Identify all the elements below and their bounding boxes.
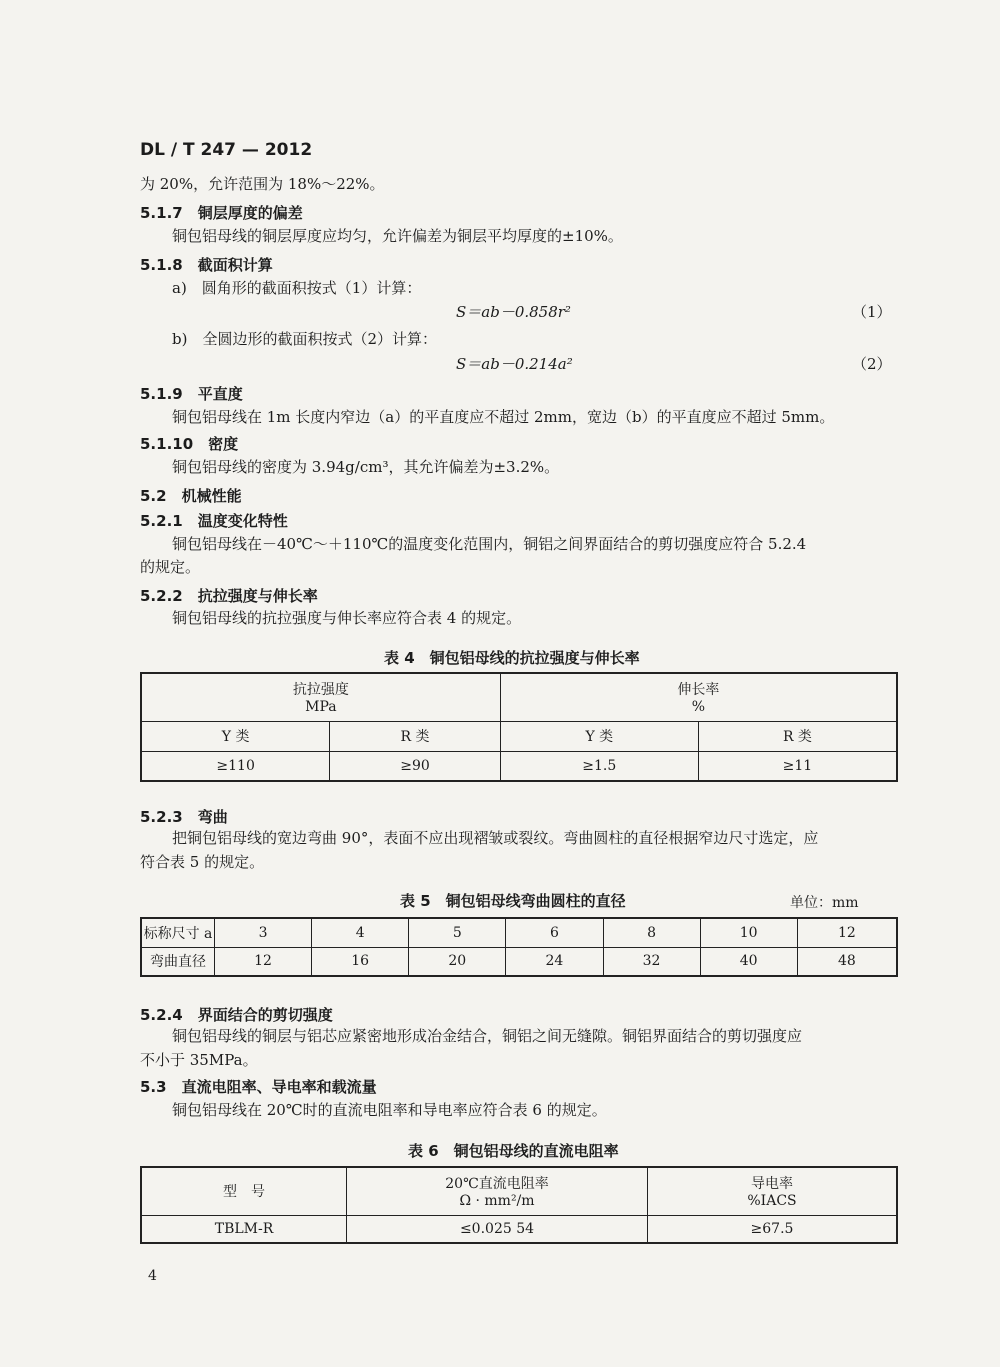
table-cell: 10 [700,918,797,947]
section-5-2-4-body-line2: 不小于 35MPa。 [140,1051,258,1069]
equation-number-1: （1） [852,303,892,321]
header-text: 抗拉强度 [292,682,349,699]
section-5-2-2-heading: 5.2.2 抗拉强度与伸长率 [140,587,318,605]
table-4 [140,672,898,782]
section-5-2-3-body-line1: 把铜包铝母线的宽边弯曲 90°，表面不应出现褶皱或裂纹。弯曲圆柱的直径根据窄边尺寸选定，应 [172,829,819,847]
table-5-caption: 表 5 铜包铝母线弯曲圆柱的直径 [400,892,626,910]
table-cell: Y 类 [141,721,330,751]
table-cell: 3 [215,918,312,947]
page-number: 4 [148,1268,157,1284]
section-5-1-8-heading: 5.1.8 截面积计算 [140,256,273,274]
table-cell: 6 [506,918,603,947]
paragraph-continuation: 为 20%，允许范围为 18%～22%。 [140,175,385,193]
section-5-1-10-body: 铜包铝母线的密度为 3.94g/cm³，其允许偏差为±3.2%。 [172,458,560,476]
table-6-caption: 表 6 铜包铝母线的直流电阻率 [408,1142,619,1160]
section-5-3-heading: 5.3 直流电阻率、导电率和载流量 [140,1078,377,1096]
header-unit: %IACS [747,1193,797,1210]
table-cell: 5 [409,918,506,947]
table-cell: 16 [312,947,409,976]
table-cell: R 类 [698,721,897,751]
header-text: 导电率 [751,1176,793,1193]
table-cell: ≥67.5 [648,1215,898,1243]
table-4-header-tensile [141,673,500,721]
table-6-header-model: 型 号 [141,1167,347,1215]
header-text: 20℃直流电阻率 [445,1176,549,1193]
table-cell: 40 [700,947,797,976]
section-5-1-10-heading: 5.1.10 密度 [140,435,239,453]
table-cell: TBLM-R [141,1215,347,1243]
table-row [141,751,897,781]
table-4-header-elongation [500,673,897,721]
table-cell: ≤0.025 54 [347,1215,648,1243]
document-code: DL / T 247 — 2012 [140,140,313,160]
table-cell: 4 [312,918,409,947]
table-cell: ≥11 [698,751,897,781]
table-6-header-resistivity [347,1167,648,1215]
table-cell: 12 [215,947,312,976]
table-cell: 20 [409,947,506,976]
table-row [141,1167,897,1215]
table-cell: ≥110 [141,751,330,781]
section-5-1-9-heading: 5.1.9 平直度 [140,385,243,403]
table-row [141,1215,897,1243]
header-unit: Ω · mm²/m [459,1193,535,1210]
table-4-caption: 表 4 铜包铝母线的抗拉强度与伸长率 [384,649,640,667]
section-5-1-7-body: 铜包铝母线的铜层厚度应均匀，允许偏差为铜层平均厚度的±10%。 [172,227,623,245]
table-row [141,721,897,751]
section-5-1-8-item-a: a) 圆角形的截面积按式（1）计算： [172,279,422,297]
section-5-1-7-heading: 5.1.7 铜层厚度的偏差 [140,204,303,222]
table-6 [140,1166,898,1244]
table-row [141,673,897,721]
table-5 [140,917,898,977]
formula-1: S＝ab－0.858r² [456,303,571,321]
table-5-unit: 单位：mm [790,895,859,911]
section-5-1-8-item-b: b) 全圆边形的截面积按式（2）计算： [172,330,437,348]
section-5-2-2-body: 铜包铝母线的抗拉强度与伸长率应符合表 4 的规定。 [172,609,522,627]
table-5-row-label: 标称尺寸 a [141,918,215,947]
section-5-2-heading: 5.2 机械性能 [140,487,242,505]
section-5-2-1-body-line1: 铜包铝母线在－40℃～＋110℃的温度变化范围内，铜铝之间界面结合的剪切强度应符合 5.2.4 [172,535,807,553]
table-cell: ≥1.5 [500,751,698,781]
table-row [141,918,897,947]
section-5-2-3-heading: 5.2.3 弯曲 [140,808,228,826]
table-cell: 8 [603,918,700,947]
section-5-2-4-heading: 5.2.4 界面结合的剪切强度 [140,1006,333,1024]
table-cell: 24 [506,947,603,976]
section-5-3-body: 铜包铝母线在 20℃时的直流电阻率和导电率应符合表 6 的规定。 [172,1101,607,1119]
header-text: 伸长率 [677,682,720,699]
table-cell: 12 [797,918,897,947]
header-unit: MPa [305,699,337,716]
section-5-1-9-body: 铜包铝母线在 1m 长度内窄边（a）的平直度应不超过 2mm，宽边（b）的平直度应不超过 5mm。 [172,408,835,426]
table-6-header-conductivity [648,1167,898,1215]
section-5-2-3-body-line2: 符合表 5 的规定。 [140,853,265,871]
table-cell: 32 [603,947,700,976]
equation-number-2: （2） [852,355,892,373]
section-5-2-1-heading: 5.2.1 温度变化特性 [140,512,288,530]
table-cell: 48 [797,947,897,976]
table-cell: Y 类 [500,721,698,751]
table-cell: ≥90 [330,751,500,781]
formula-2: S＝ab－0.214a² [456,355,573,373]
table-row [141,947,897,976]
section-5-2-4-body-line1: 铜包铝母线的铜层与铝芯应紧密地形成冶金结合，铜铝之间无缝隙。铜铝界面结合的剪切强度应 [172,1027,803,1045]
table-cell: R 类 [330,721,500,751]
table-5-row-label: 弯曲直径 [141,947,215,976]
section-5-2-1-body-line2: 的规定。 [140,558,201,576]
header-unit: % [691,699,706,716]
